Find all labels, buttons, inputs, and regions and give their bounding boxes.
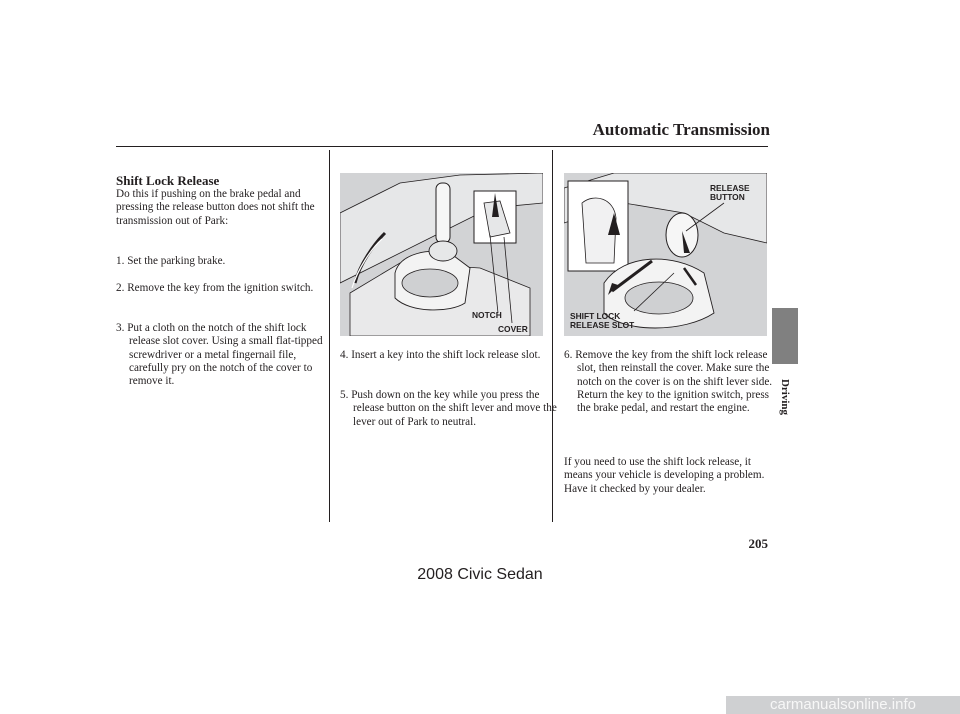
section-tab-label: Driving — [779, 378, 791, 416]
closing-paragraph: If you need to use the shift lock release, it means your vehicle is developing a problem. Have it checked by your dealer. — [564, 456, 765, 495]
figure-shift-lever-cover — [340, 173, 543, 336]
figure-shift-lock-release-slot — [564, 173, 767, 336]
callout-notch: NOTCH — [472, 310, 502, 320]
callout-cover: COVER — [498, 324, 528, 334]
step-4: 4. Insert a key into the shift lock release slot. — [340, 349, 541, 361]
page-number: 205 — [748, 536, 768, 551]
step-2: 2. Remove the key from the ignition switch. — [116, 282, 314, 294]
shift-console-illustration — [340, 173, 543, 336]
section-tab-marker — [772, 308, 798, 364]
section-heading: Shift Lock Release — [116, 173, 220, 188]
intro-paragraph: Do this if pushing on the brake pedal and pressing the release button does not shift the transmission out of Park: — [116, 188, 315, 227]
callout-shift-lock-release-slot: SHIFT LOCK RELEASE SLOT — [570, 311, 635, 330]
column-divider-2 — [552, 150, 553, 522]
step-1: 1. Set the parking brake. — [116, 255, 226, 267]
step-6: 6. Remove the key from the shift lock release slot, then reinstall the cover. Make sure the notch on the cover is on the shift lever side. Return the key to the ignition switch, press the brake pedal, and restart the engine. — [564, 349, 773, 415]
step-5: 5. Push down on the key while you press the release button on the shift lever and move the lever out of Park to neutral. — [340, 389, 557, 428]
watermark[interactable]: carmanualsonline.info — [726, 696, 960, 714]
header-rule — [116, 146, 768, 147]
page-title: Automatic Transmission — [592, 120, 770, 139]
callout-release-button: RELEASE BUTTON — [710, 183, 750, 202]
step-3: 3. Put a cloth on the notch of the shift lock release slot cover. Using a small flat-tipped screwdriver or a metal fingernail file, carefully pry on the notch of the cover to remove it. — [116, 322, 323, 388]
footer-model: 2008 Civic Sedan — [417, 566, 543, 583]
